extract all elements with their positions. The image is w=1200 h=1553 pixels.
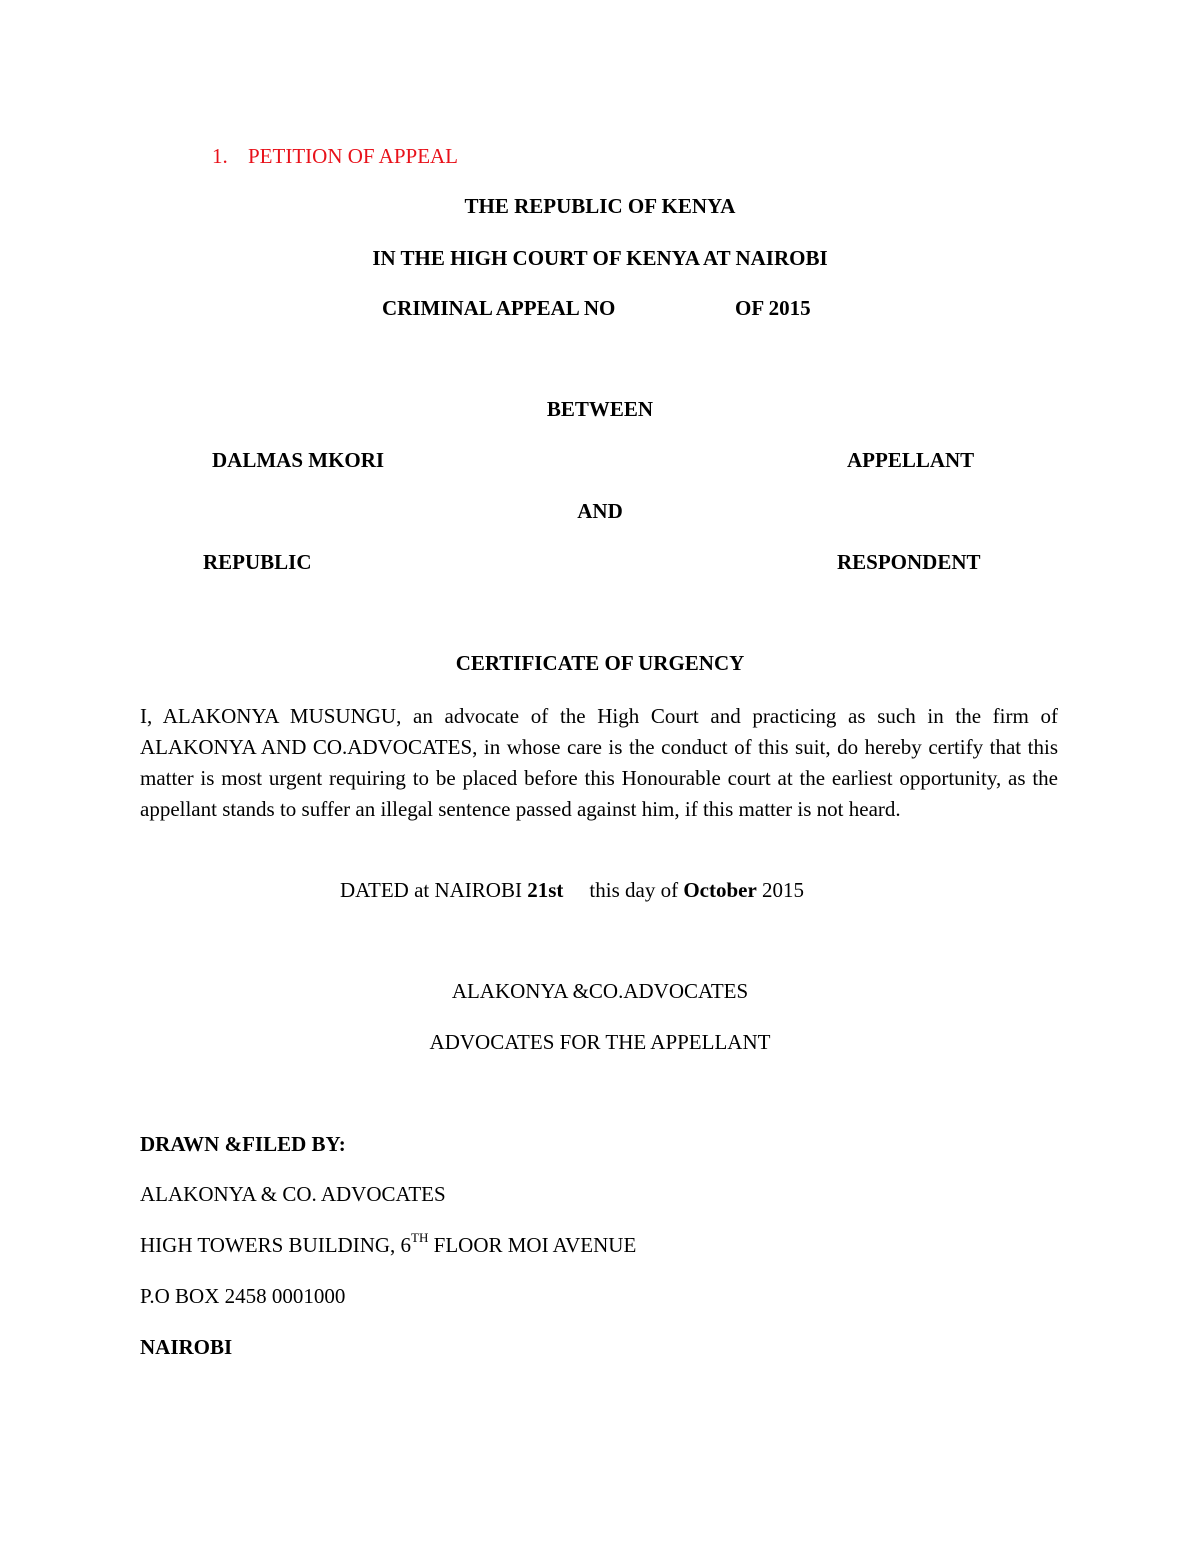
dated-year: 2015 <box>762 878 805 902</box>
dated-day: 21st <box>527 878 564 902</box>
dated-month: October <box>683 878 757 902</box>
address-superscript: TH <box>411 1230 429 1245</box>
court-title: IN THE HIGH COURT OF KENYA AT NAIROBI <box>372 246 828 270</box>
appeal-year: OF 2015 <box>735 296 811 320</box>
dated-middle: this day of <box>589 878 679 902</box>
address-prefix: HIGH TOWERS BUILDING, 6 <box>140 1233 412 1257</box>
heading-number: 1. <box>212 144 228 168</box>
certificate-body: I, ALAKONYA MUSUNGU, an advocate of the High Court and practicing as such in the firm of ALAKONYA AND CO.ADVOCATES, in whose care is the conduct of this suit, do hereby certify that this matter is most urgent requiring to be placed before this Honourable court at the earliest opportunity, as the appellant stands to suffer an illegal sentence passed against him, if this matter is not heard. <box>140 704 1058 821</box>
filed-address <box>140 1230 637 1258</box>
republic-title: THE REPUBLIC OF KENYA <box>464 194 736 218</box>
address-suffix: FLOOR MOI AVENUE <box>428 1233 637 1257</box>
filed-po-box: P.O BOX 2458 0001000 <box>140 1284 346 1308</box>
appeal-number-label: CRIMINAL APPEAL NO <box>382 296 616 320</box>
between-label: BETWEEN <box>546 397 654 421</box>
dated-line <box>340 878 804 903</box>
filed-firm: ALAKONYA & CO. ADVOCATES <box>140 1182 446 1206</box>
appellant-role: APPELLANT <box>847 448 975 472</box>
respondent-role: RESPONDENT <box>837 550 981 574</box>
appellant-name: DALMAS MKORI <box>212 448 385 472</box>
and-label: AND <box>577 499 623 523</box>
signature-firm: ALAKONYA &CO.ADVOCATES <box>451 979 749 1003</box>
certificate-title: CERTIFICATE OF URGENCY <box>455 651 745 675</box>
heading-text: PETITION OF APPEAL <box>248 144 459 168</box>
signature-role: ADVOCATES FOR THE APPELLANT <box>429 1030 771 1054</box>
section-heading <box>212 144 458 169</box>
filed-by-label: DRAWN &FILED BY: <box>140 1132 346 1156</box>
respondent-name: REPUBLIC <box>203 550 312 574</box>
dated-prefix: DATED at NAIROBI <box>340 878 522 902</box>
filed-city: NAIROBI <box>140 1335 233 1359</box>
